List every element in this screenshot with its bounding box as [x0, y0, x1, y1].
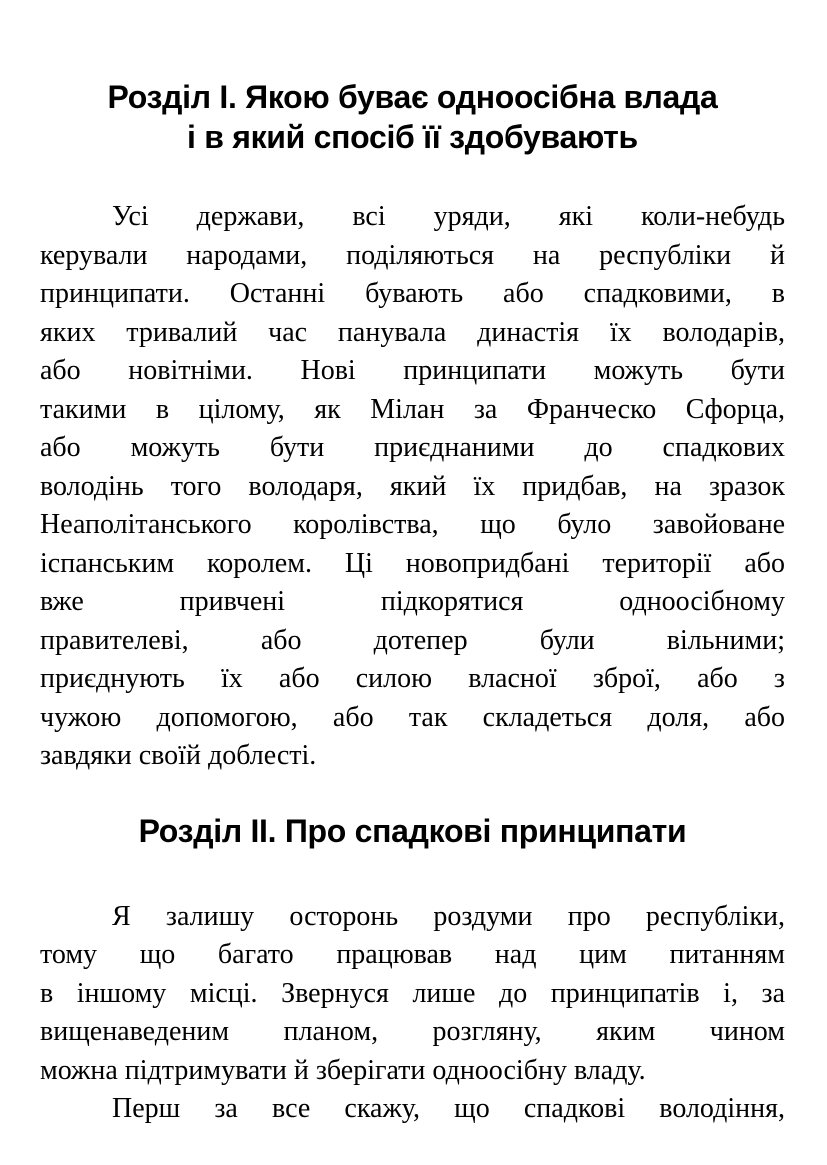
chapter-1-paragraph-1	[40, 198, 785, 776]
text-line: Неаполітанського королівства, що було завойоване	[40, 509, 785, 540]
text-line: тому що багато працював над цим питанням	[40, 939, 785, 970]
text-line: Я залишу осторонь роздуми про республіки,	[112, 900, 785, 932]
chapter-2-paragraph-2	[40, 1090, 785, 1129]
text-line: іспанським королем. Ці новопридбані території або	[40, 547, 785, 579]
text-line: чужою допомогою, або так складеться доля, або	[40, 701, 785, 733]
text-line: або можуть бути приєднаними до спадкових	[40, 432, 785, 463]
text-line: такими в цілому, як Мілан за Франческо Сфорца,	[40, 393, 785, 425]
text-column	[40, 0, 785, 1129]
text-line: приєднують їх або силою власної зброї, або з	[40, 663, 785, 694]
chapter-2-heading-line-1: Розділ II. Про спадкові принципати	[138, 812, 687, 849]
text-line: правителеві, або дотепер були вільними;	[40, 624, 785, 656]
text-line: володінь того володаря, який їх придбав, на зразок	[40, 470, 785, 502]
text-line: в іншому місці. Звернуся лише до принципатів і, за	[40, 977, 785, 1009]
text-line: Перш за все скажу, що спадкові володіння,	[112, 1093, 785, 1124]
text-line: Усі держави, всі уряди, які коли-небудь	[112, 201, 785, 232]
text-line: керували народами, поділяються на республіки й	[40, 239, 785, 271]
text-line: вже привчені підкорятися одноосібному	[40, 586, 785, 617]
text-line: можна підтримувати й зберігати одноосібну владу.	[40, 1054, 646, 1086]
text-line: принципати. Останні бувають або спадковими, в	[40, 278, 785, 309]
text-line: вищенаведеним планом, розгляну, яким чином	[40, 1016, 785, 1047]
text-line: або новітніми. Нові принципати можуть бути	[40, 355, 785, 386]
chapter-2-paragraph-1	[40, 898, 785, 1091]
text-line: завдяки своїй доблесті.	[40, 740, 317, 771]
chapter-1-heading-line-2: і в який спосіб її здобувають	[187, 119, 638, 155]
text-line: яких тривалий час панувала династія їх володарів,	[40, 316, 785, 348]
chapter-2-heading	[40, 811, 785, 851]
chapter-1-heading-line-1: Розділ I. Якою буває одноосібна влада	[107, 79, 718, 115]
chapter-1-heading	[40, 77, 785, 157]
